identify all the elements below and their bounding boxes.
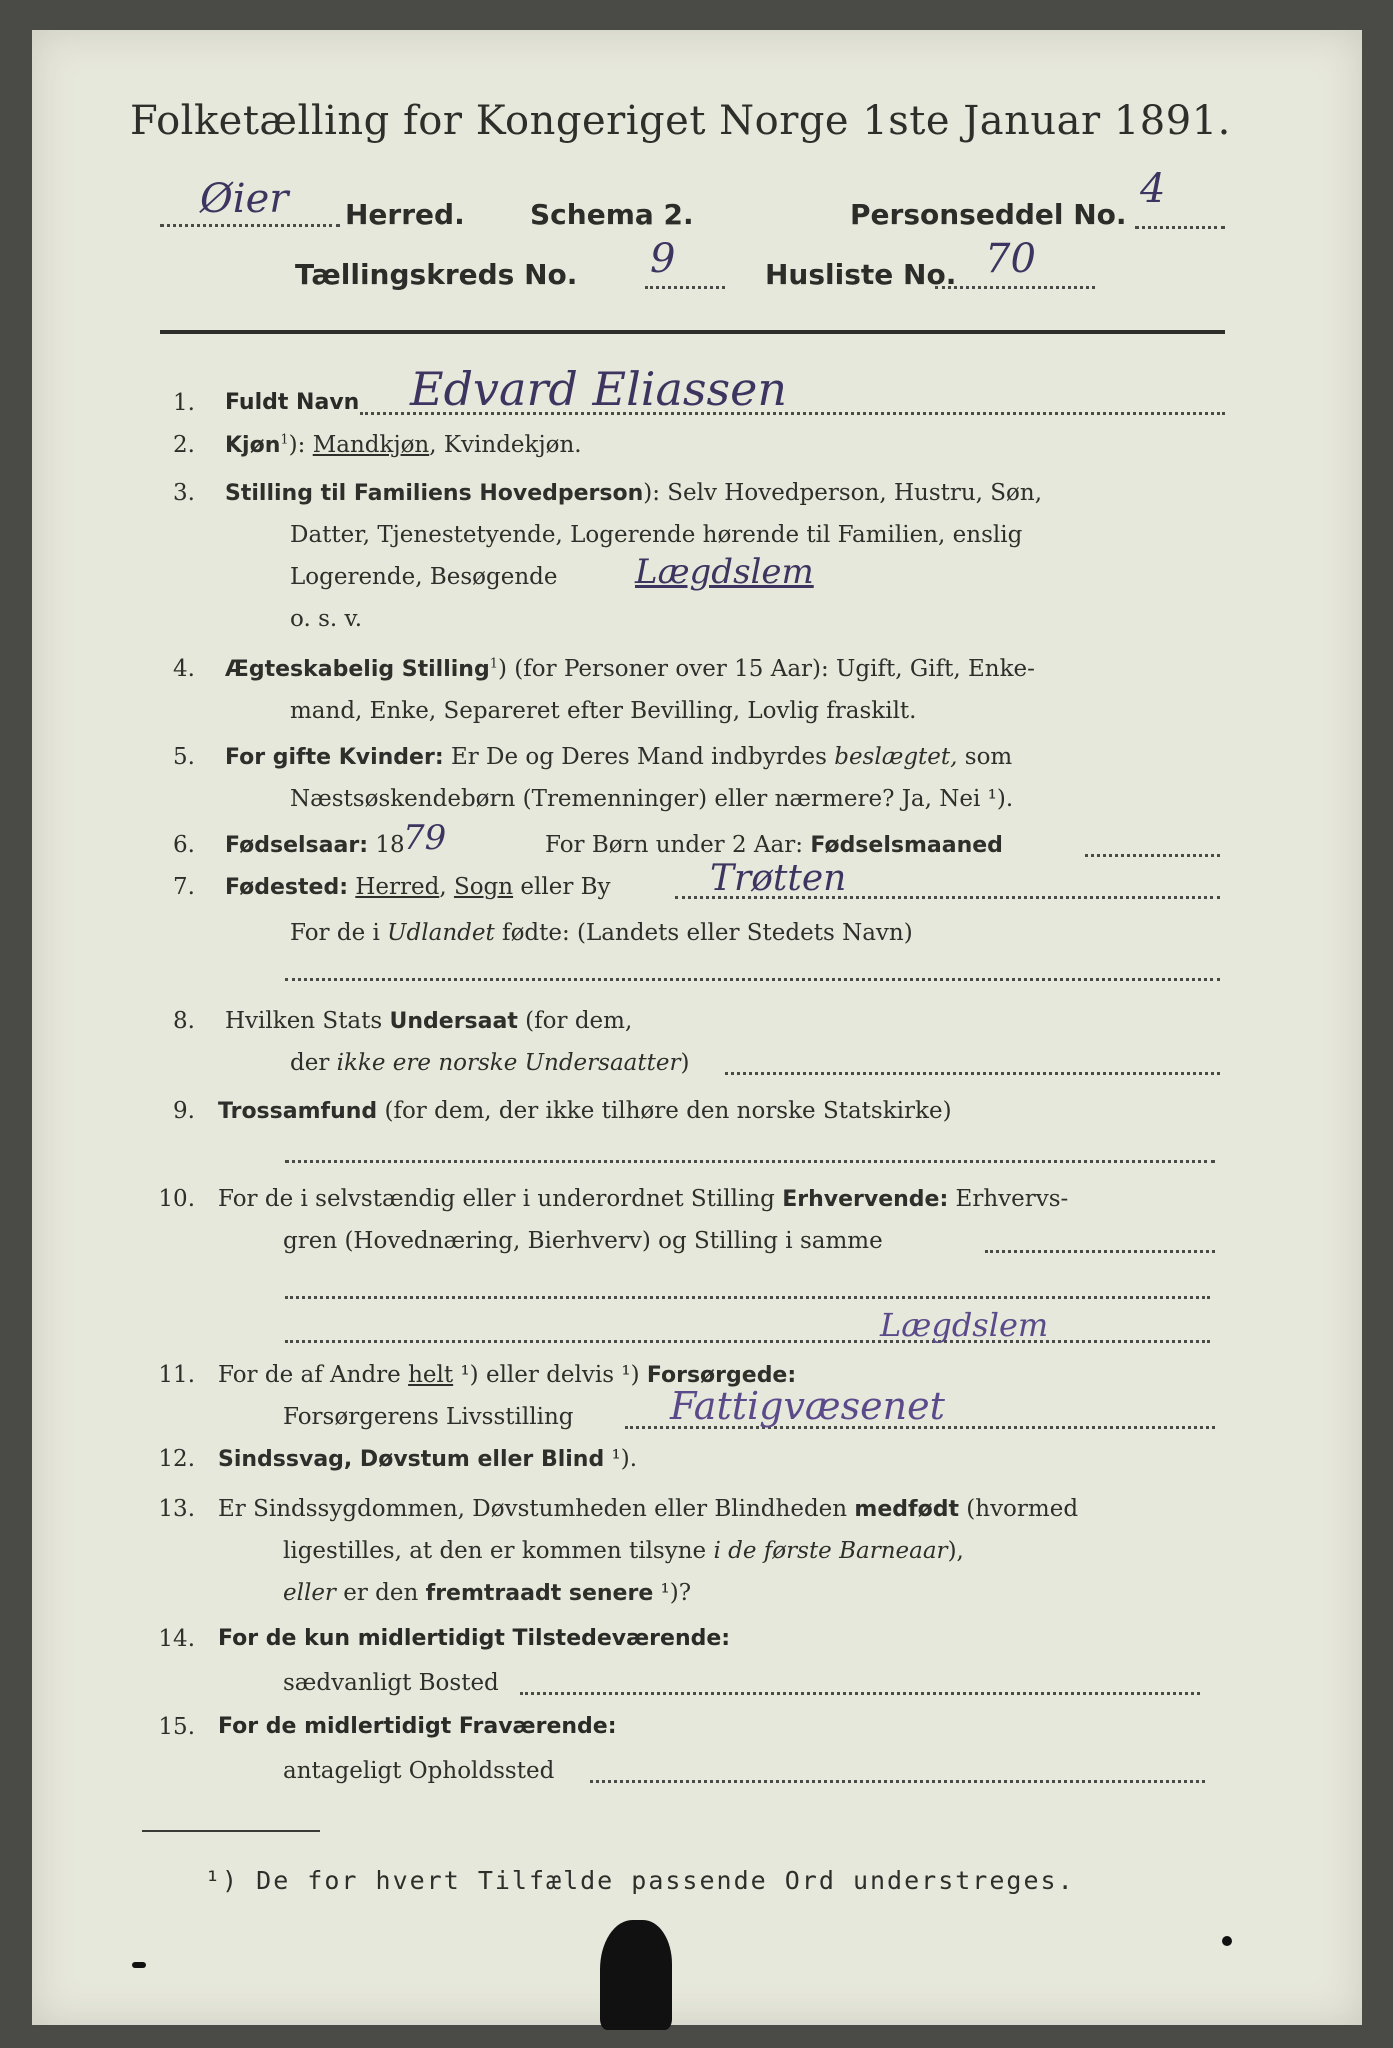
item-3-line-4: o. s. v. (290, 606, 363, 632)
item-12-line: Sindssvag, Døvstum eller Blind ¹). (218, 1446, 638, 1472)
item-3-line-2: Datter, Tjenestetyende, Logerende hørende til Familien, enslig (290, 522, 1023, 548)
item-8-dotted-line (725, 1072, 1220, 1075)
item-10-dotted-line-3 (285, 1340, 1210, 1343)
item-13-line-3: eller er den fremtraadt senere ¹)? (283, 1580, 692, 1606)
item-5-number: 5. (173, 744, 195, 770)
header-rule (160, 330, 1225, 334)
herred-label: Herred. (345, 198, 465, 231)
item-7-value: Trøtten (710, 858, 847, 899)
taellingskreds-value: 9 (650, 236, 676, 282)
item-10-dotted-line-2 (285, 1296, 1210, 1299)
item-7-line-2: For de i Udlandet fødte: (Landets eller Stedets Navn) (290, 920, 913, 946)
item-13-line-1: Er Sindssygdommen, Døvstumheden eller Blindheden medfødt (hvormed (218, 1496, 1079, 1522)
herred-dotted-line (160, 224, 340, 227)
item-5-line-1: For gifte Kvinder: Er De og Deres Mand indbyrdes beslægtet, som (225, 744, 1013, 770)
item-11-value: Fattigvæsenet (670, 1384, 945, 1428)
item-14-label: For de kun midlertidigt Tilstedeværende: (218, 1626, 731, 1651)
item-1-label: Fuldt Navn (225, 390, 360, 415)
footnote-separator (142, 1830, 320, 1832)
form-title: Folketælling for Kongeriget Norge 1ste Januar 1891. (130, 98, 1231, 144)
item-8-number: 8. (173, 1008, 195, 1034)
item-9-line-1: Trossamfund (for dem, der ikke tilhøre den norske Statskirke) (218, 1098, 952, 1124)
item-6-number: 6. (173, 832, 195, 858)
personseddel-label: Personseddel No. (850, 198, 1127, 231)
item-11-line-2: Forsørgerens Livsstilling (283, 1404, 574, 1430)
item-14-number: 14. (158, 1626, 195, 1652)
item-15-label: For de midlertidigt Fraværende: (218, 1714, 617, 1739)
personseddel-dotted-line (1135, 226, 1225, 229)
item-1-value: Edvard Eliassen (410, 362, 787, 416)
item-7-line-1: Fødested: Herred, Sogn eller By (225, 874, 611, 900)
item-9-number: 9. (173, 1098, 195, 1124)
item-7-number: 7. (173, 874, 195, 900)
item-10-line-2: gren (Hovednæring, Bierhverv) og Stilling i samme (283, 1228, 883, 1254)
item-3-value: Lægdslem (635, 552, 814, 592)
husliste-dotted-line (935, 286, 1095, 289)
husliste-value: 70 (985, 236, 1036, 282)
item-8-line-1: Hvilken Stats Undersaat (for dem, (225, 1008, 633, 1034)
item-4-line-2: mand, Enke, Separeret efter Bevilling, Lovlig fraskilt. (290, 698, 917, 724)
item-7-dotted-line-2 (285, 978, 1220, 981)
item-10-line-1: For de i selvstændig eller i underordnet Stilling Erhvervende: Erhvervs- (218, 1186, 1069, 1212)
item-6-tail: For Børn under 2 Aar: Fødselsmaaned (545, 832, 1003, 858)
schema-label: Schema 2. (530, 198, 694, 231)
item-6-value: 79 (403, 818, 447, 858)
item-14-dotted-line (520, 1692, 1200, 1695)
item-11-line-1: For de af Andre helt ¹) eller delvis ¹) Forsørgede: (218, 1362, 797, 1388)
ink-blot (600, 1920, 672, 2030)
item-10-value: Lægdslem (880, 1306, 1049, 1344)
ink-mark-left (132, 1962, 146, 1968)
item-4-line-1: Ægteskabelig Stilling$^1$) (for Personer over 15 Aar): Ugift, Gift, Enke- (225, 656, 1035, 682)
taellingskreds-label: Tællingskreds No. (295, 258, 578, 291)
item-10-dotted-line-1 (985, 1250, 1215, 1253)
item-3-number: 3. (173, 480, 195, 506)
item-2-number: 2. (173, 432, 195, 458)
item-5-line-2: Næstsøskendebørn (Tremenninger) eller nærmere? Ja, Nei ¹). (290, 786, 1014, 812)
item-1-number: 1. (173, 390, 195, 416)
item-4-number: 4. (173, 656, 195, 682)
item-10-number: 10. (158, 1186, 195, 1212)
ink-mark-right (1222, 1936, 1232, 1946)
personseddel-value: 4 (1140, 166, 1166, 212)
item-15-number: 15. (158, 1714, 195, 1740)
herred-value: Øier (200, 176, 289, 222)
item-8-line-2: der ikke ere norske Undersaatter) (290, 1050, 690, 1076)
taellingskreds-dotted-line (645, 286, 725, 289)
item-13-number: 13. (158, 1496, 195, 1522)
item-2-line: Kjøn$^1$): Mandkjøn, Kvindekjøn. (225, 432, 582, 458)
item-12-number: 12. (158, 1446, 195, 1472)
husliste-label: Husliste No. (765, 258, 957, 291)
item-15-line-2: antageligt Opholdssted (283, 1758, 555, 1784)
item-13-line-2: ligestilles, at den er kommen tilsyne i de første Barneaar), (283, 1538, 964, 1564)
item-11-number: 11. (158, 1362, 195, 1388)
footnote: ¹) De for hvert Tilfælde passende Ord understreges. (205, 1866, 1075, 1895)
item-3-line-1: Stilling til Familiens Hovedperson): Selv Hovedperson, Hustru, Søn, (225, 480, 1043, 506)
item-6-label: Fødselsaar: 18 (225, 832, 405, 858)
item-9-dotted-line (285, 1160, 1215, 1163)
item-14-line-2: sædvanligt Bosted (283, 1670, 499, 1696)
item-3-line-3: Logerende, Besøgende (290, 564, 558, 590)
item-6-dotted-line (1085, 854, 1220, 857)
item-15-dotted-line (590, 1780, 1205, 1783)
